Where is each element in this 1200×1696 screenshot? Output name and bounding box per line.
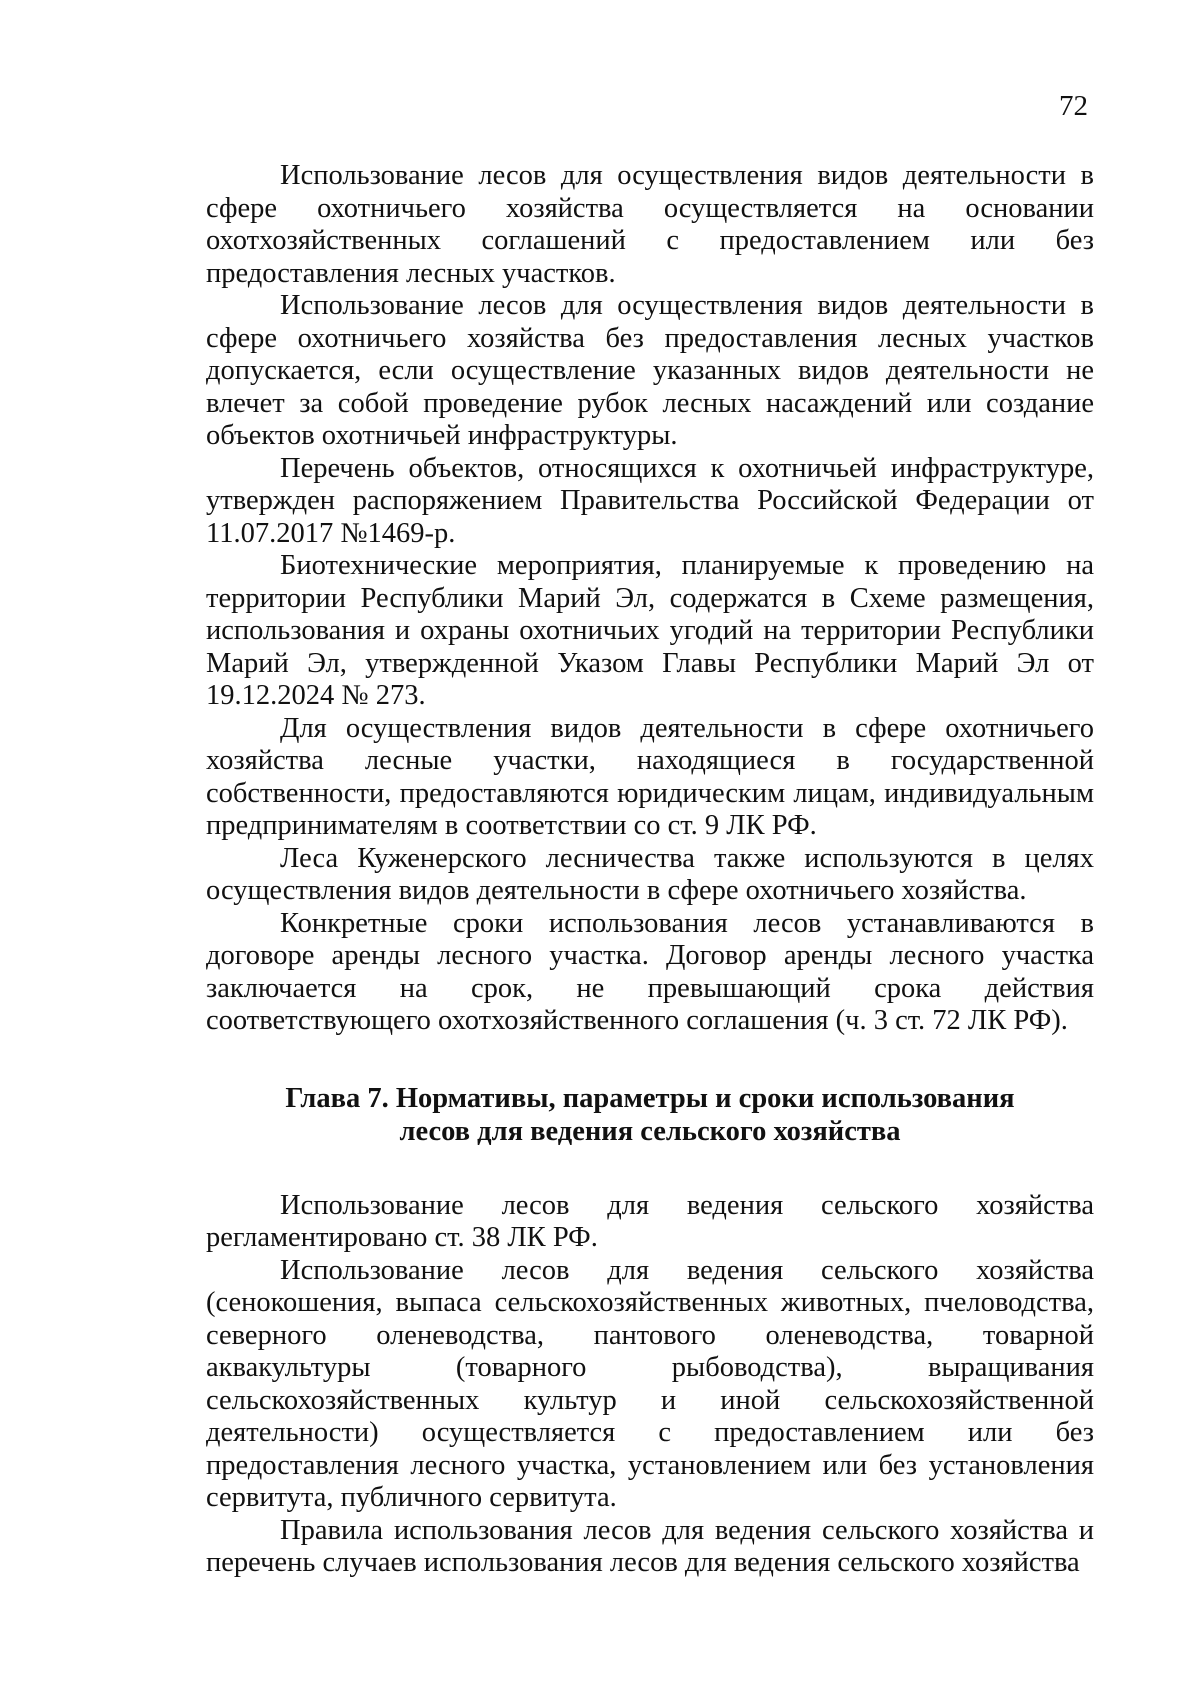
chapter-heading-line-2: лесов для ведения сельского хозяйства [399, 1115, 901, 1147]
paragraph-hunting-basis: Использование лесов для осуществления видов деятельности в сфере охотничьего хозяйства осуществляется на основании охотхозяйственных соглашений с предоставлением или без предоставления лесных участков. [206, 160, 1094, 289]
chapter-heading-line-1: Глава 7. Нормативы, параметры и сроки использования [285, 1082, 1015, 1114]
document-body [206, 160, 1094, 1580]
paragraph-plot-provision: Для осуществления видов деятельности в сфере охотничьего хозяйства лесные участки, находящиеся в государственной собственности, предоставляются юридическим лицам, индивидуальным предпринимателям в соответствии со ст. 9 ЛК РФ. [206, 712, 1094, 841]
chapter-heading [206, 1082, 1094, 1148]
paragraph-agriculture-regulation: Использование лесов для ведения сельского хозяйства регламентировано ст. 38 ЛК РФ. [206, 1189, 1094, 1253]
paragraph-hunting-without-plots: Использование лесов для осуществления видов деятельности в сфере охотничьего хозяйства без предоставления лесных участков допускается, если осуществление указанных видов деятельности не влечет за собой проведение рубок лесных насаждений или создание объектов охотничьей инфраструктуры. [206, 290, 1094, 451]
paragraph-lease-terms: Конкретные сроки использования лесов устанавливаются в договоре аренды лесного участка. Договор аренды лесного участка заключается на срок, не превышающий срока действия соответствующего охотхозяйственного соглашения (ч. 3 ст. 72 ЛК РФ). [206, 907, 1094, 1036]
page-number: 72 [1059, 90, 1088, 122]
paragraph-agriculture-types: Использование лесов для ведения сельского хозяйства (сенокошения, выпаса сельскохозяйственных животных, пчеловодства, северного оленеводства, пантового оленеводства, товарной аквакультуры (товарного рыбоводства), выращивания сельскохозяйственных культур и иной сельскохозяйственной деятельности) осуществляется с предоставлением или без предоставления лесного участка, установлением или без установления сервитута, публичного сервитута. [206, 1254, 1094, 1513]
paragraph-infrastructure-list: Перечень объектов, относящихся к охотничьей инфраструктуре, утвержден распоряжением Правительства Российской Федерации от 11.07.2017 №1469-р. [206, 452, 1094, 549]
paragraph-agriculture-rules: Правила использования лесов для ведения сельского хозяйства и перечень случаев использования лесов для ведения сельского хозяйства [206, 1514, 1094, 1578]
paragraph-biotechnical-measures: Биотехнические мероприятия, планируемые к проведению на территории Республики Марий Эл, содержатся в Схеме размещения, использования и охраны охотничьих угодий на территории Республики Марий Эл, утвержденной Указом Главы Республики Марий Эл от 19.12.2024 № 273. [206, 550, 1094, 711]
paragraph-forestry-use: Леса Куженерского лесничества также используются в целях осуществления видов деятельности в сфере охотничьего хозяйства. [206, 842, 1094, 906]
